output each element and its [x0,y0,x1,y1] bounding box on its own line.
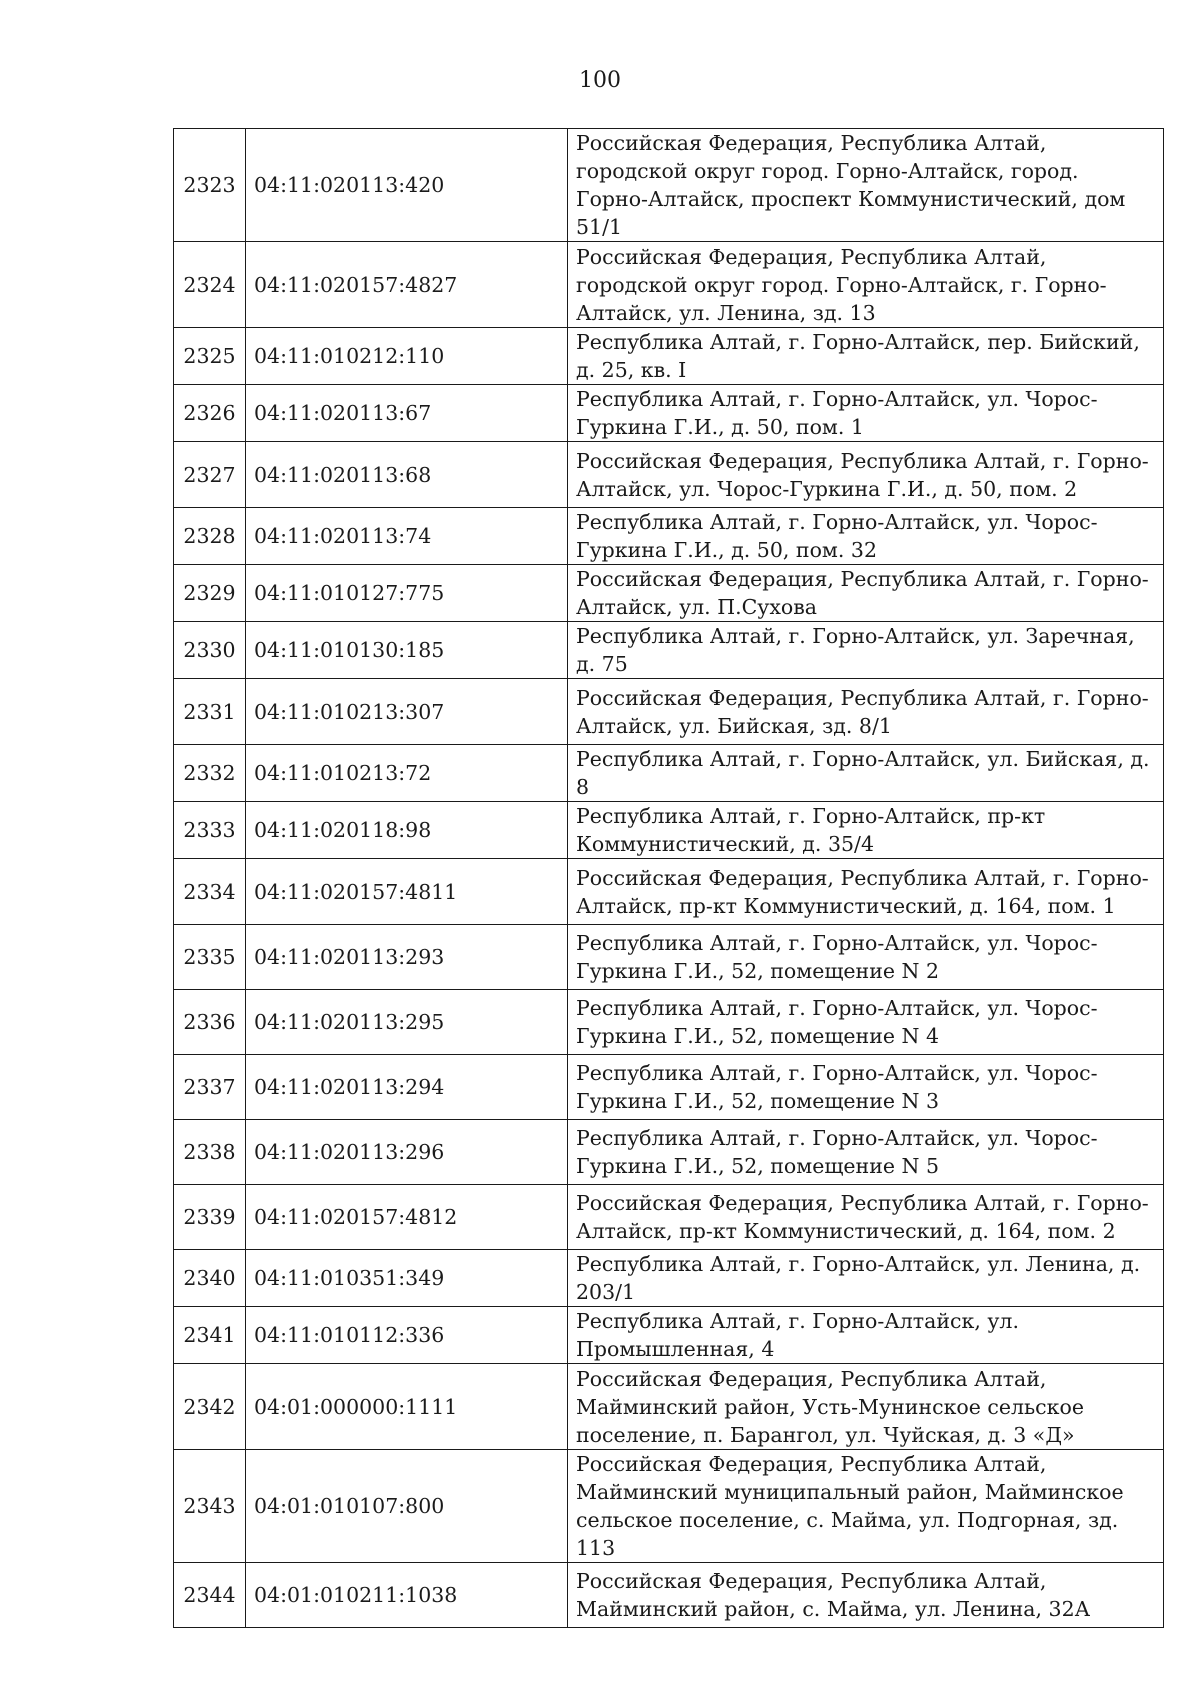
cadastral-number-cell: 04:11:020118:98 [246,802,568,859]
cadastral-number-cell: 04:11:010130:185 [246,622,568,679]
table-row [174,859,1164,925]
cadastral-number-cell: 04:11:020157:4811 [246,859,568,925]
address-cell: Республика Алтай, г. Горно-Алтайск, ул. Бийская, д. 8 [568,745,1164,802]
row-number-cell: 2342 [174,1364,246,1450]
table-row [174,1120,1164,1185]
cadastral-number-cell: 04:11:010112:336 [246,1307,568,1364]
table-row [174,1563,1164,1628]
cadastral-number-cell: 04:11:010213:307 [246,679,568,745]
row-number-cell: 2336 [174,990,246,1055]
table-row [174,1450,1164,1563]
cadastral-number-cell: 04:11:010213:72 [246,745,568,802]
cadastral-number-cell: 04:11:020113:296 [246,1120,568,1185]
table-row [174,622,1164,679]
address-cell: Российская Федерация, Республика Алтай, г. Горно-Алтайск, ул. Бийская, зд. 8/1 [568,679,1164,745]
table-row [174,1250,1164,1307]
table-row [174,679,1164,745]
address-cell: Российская Федерация, Республика Алтай, Майминский муниципальный район, Майминское сельское поселение, с. Майма, ул. Подгорная, зд. 113 [568,1450,1164,1563]
row-number-cell: 2341 [174,1307,246,1364]
row-number-cell: 2323 [174,129,246,242]
table-row [174,1185,1164,1250]
address-cell: Республика Алтай, г. Горно-Алтайск, ул. Чорос-Гуркина Г.И., 52, помещение N 2 [568,925,1164,990]
table-row [174,990,1164,1055]
table-row [174,1307,1164,1364]
table-row [174,508,1164,565]
address-cell: Республика Алтай, г. Горно-Алтайск, ул. Чорос-Гуркина Г.И., 52, помещение N 3 [568,1055,1164,1120]
table-row [174,745,1164,802]
table-row [174,1055,1164,1120]
address-cell: Республика Алтай, г. Горно-Алтайск, ул. Заречная, д. 75 [568,622,1164,679]
address-cell: Российская Федерация, Республика Алтай, г. Горно-Алтайск, ул. П.Сухова [568,565,1164,622]
table-row [174,328,1164,385]
cadastral-number-cell: 04:01:010211:1038 [246,1563,568,1628]
cadastral-number-cell: 04:11:010351:349 [246,1250,568,1307]
row-number-cell: 2334 [174,859,246,925]
address-cell: Республика Алтай, г. Горно-Алтайск, ул. Чорос-Гуркина Г.И., д. 50, пом. 1 [568,385,1164,442]
row-number-cell: 2338 [174,1120,246,1185]
table-row [174,442,1164,508]
address-cell: Республика Алтай, г. Горно-Алтайск, ул. Промышленная, 4 [568,1307,1164,1364]
cadastral-number-cell: 04:11:020113:68 [246,442,568,508]
cadastral-number-cell: 04:11:020113:293 [246,925,568,990]
row-number-cell: 2331 [174,679,246,745]
address-cell: Республика Алтай, г. Горно-Алтайск, ул. Чорос-Гуркина Г.И., 52, помещение N 5 [568,1120,1164,1185]
table-row [174,129,1164,242]
address-cell: Республика Алтай, г. Горно-Алтайск, пер. Бийский, д. 25, кв. I [568,328,1164,385]
cadastral-number-cell: 04:11:020113:67 [246,385,568,442]
row-number-cell: 2327 [174,442,246,508]
cadastral-number-cell: 04:01:000000:1111 [246,1364,568,1450]
row-number-cell: 2339 [174,1185,246,1250]
address-cell: Республика Алтай, г. Горно-Алтайск, ул. Ленина, д. 203/1 [568,1250,1164,1307]
table-row [174,925,1164,990]
address-cell: Российская Федерация, Республика Алтай, Майминский район, с. Майма, ул. Ленина, 32А [568,1563,1164,1628]
cadastral-number-cell: 04:11:020157:4812 [246,1185,568,1250]
table-row [174,242,1164,328]
cadastral-number-cell: 04:01:010107:800 [246,1450,568,1563]
address-cell: Российская Федерация, Республика Алтай, Майминский район, Усть-Мунинское сельское поселение, п. Барангол, ул. Чуйская, д. 3 «Д» [568,1364,1164,1450]
row-number-cell: 2329 [174,565,246,622]
row-number-cell: 2333 [174,802,246,859]
address-cell: Республика Алтай, г. Горно-Алтайск, пр-кт Коммунистический, д. 35/4 [568,802,1164,859]
page-number: 100 [579,68,621,93]
property-registry-table [173,128,1164,1628]
row-number-cell: 2326 [174,385,246,442]
cadastral-number-cell: 04:11:020113:74 [246,508,568,565]
address-cell: Российская Федерация, Республика Алтай, г. Горно-Алтайск, ул. Чорос-Гуркина Г.И., д. 50, пом. 2 [568,442,1164,508]
row-number-cell: 2343 [174,1450,246,1563]
cadastral-number-cell: 04:11:010127:775 [246,565,568,622]
row-number-cell: 2330 [174,622,246,679]
row-number-cell: 2324 [174,242,246,328]
row-number-cell: 2337 [174,1055,246,1120]
table-row [174,385,1164,442]
cadastral-number-cell: 04:11:020157:4827 [246,242,568,328]
cadastral-number-cell: 04:11:020113:295 [246,990,568,1055]
table-row [174,802,1164,859]
cadastral-number-cell: 04:11:010212:110 [246,328,568,385]
address-cell: Российская Федерация, Республика Алтай, г. Горно-Алтайск, пр-кт Коммунистический, д. 164, пом. 1 [568,859,1164,925]
address-cell: Республика Алтай, г. Горно-Алтайск, ул. Чорос-Гуркина Г.И., д. 50, пом. 32 [568,508,1164,565]
row-number-cell: 2325 [174,328,246,385]
row-number-cell: 2335 [174,925,246,990]
address-cell: Российская Федерация, Республика Алтай, г. Горно-Алтайск, пр-кт Коммунистический, д. 164, пом. 2 [568,1185,1164,1250]
address-cell: Российская Федерация, Республика Алтай, городской округ город. Горно-Алтайск, г. Горно-Алтайск, ул. Ленина, зд. 13 [568,242,1164,328]
row-number-cell: 2344 [174,1563,246,1628]
address-cell: Республика Алтай, г. Горно-Алтайск, ул. Чорос-Гуркина Г.И., 52, помещение N 4 [568,990,1164,1055]
row-number-cell: 2328 [174,508,246,565]
address-cell: Российская Федерация, Республика Алтай, городской округ город. Горно-Алтайск, город. Горно-Алтайск, проспект Коммунистический, дом 51/1 [568,129,1164,242]
row-number-cell: 2340 [174,1250,246,1307]
cadastral-number-cell: 04:11:020113:294 [246,1055,568,1120]
table-row [174,1364,1164,1450]
cadastral-number-cell: 04:11:020113:420 [246,129,568,242]
table-row [174,565,1164,622]
row-number-cell: 2332 [174,745,246,802]
